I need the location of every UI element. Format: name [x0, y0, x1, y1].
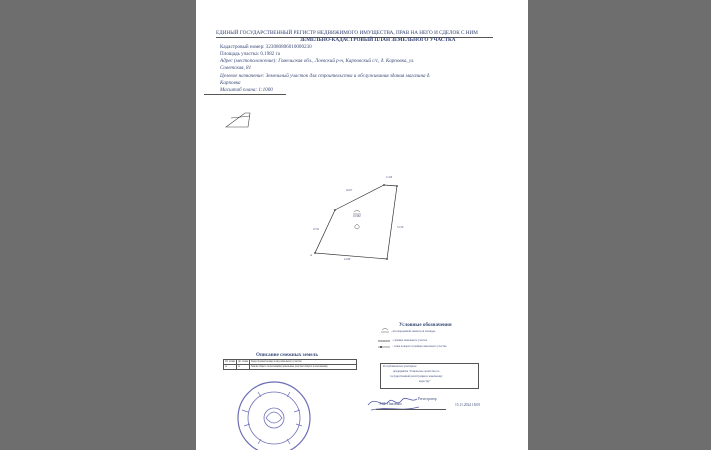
organization-box	[380, 363, 479, 389]
corner-point	[383, 184, 385, 186]
corner-point	[396, 185, 398, 187]
table-row	[224, 365, 357, 370]
address: Адрес (местоположение): Гомельская обл., Лоевский р-н, Карповский с/с, д. Карповка, ул.	[220, 58, 415, 64]
official-stamp	[238, 382, 310, 450]
legend-symbol-area	[382, 329, 388, 331]
cell-description: Земли общего пользования (земельные участки общего пользования)	[250, 365, 357, 370]
legend-item-boundary: - граница земельного участка	[392, 339, 428, 342]
org-line-4: кадастру"	[419, 380, 431, 383]
purpose: Целевое назначение: Земельный участок для строительства и обслуживания здания магазина д.	[220, 73, 431, 79]
adjacent-title: Описание смежных земель	[256, 352, 319, 358]
dimension-left: 27.91	[313, 228, 320, 231]
dimension-top-short: 11.00	[386, 176, 393, 179]
plot-area-label: 0.1982	[353, 215, 361, 218]
corner-point	[334, 209, 336, 211]
org-line-3: государственной регистрации и земельному	[390, 375, 443, 378]
cadastral-number: Кадастровый номер: 323080806010000230	[220, 44, 312, 50]
org-line-1: Республиканское унитарное	[383, 365, 417, 368]
cell-to: А	[237, 365, 250, 370]
header-plan-title: ЗЕМЕЛЬНО-КАДАСТРОВЫЙ ПЛАН ЗЕМЕЛЬНОГО УЧАСТКА	[300, 37, 456, 43]
document-page	[196, 0, 528, 450]
col-to: До точки	[238, 359, 248, 363]
dimension-top: 42.07	[346, 189, 353, 192]
corner-point	[386, 258, 388, 260]
corner-point	[314, 252, 316, 254]
org-line-2: предприятие "Гомельское агентство по	[393, 370, 440, 373]
col-description: Кадастровый номер и вид земельного участка	[250, 360, 357, 365]
legend-title: Условные обозначения	[399, 322, 452, 328]
legend-item-area: - вся переданной земли и её площадь	[391, 330, 436, 333]
plan-scale: Масштаб плана: 1:1000	[220, 87, 273, 93]
address-continued: Советская, 81	[220, 65, 252, 71]
adjacent-table	[223, 359, 357, 370]
header-registry-title: ЕДИНЫЙ ГОСУДАРСТВЕННЫЙ РЕГИСТР НЕДВИЖИМОГО ИМУЩЕСТВА, ПРАВ НА НЕГО И СДЕЛОК С НИМ	[216, 30, 478, 36]
dimension-right: 51.50	[397, 226, 404, 229]
registrar-name: Э.М. Павленко	[379, 402, 402, 406]
corner-label: А	[310, 254, 313, 257]
registrar-role: Регистратор	[418, 397, 437, 401]
signature-date: 15.11.2024 18:05	[455, 403, 481, 407]
dimension-bottom: 41.89	[344, 258, 351, 261]
cell-from: А	[224, 365, 237, 370]
col-from: От точки	[225, 359, 235, 363]
legend-item-point: - точка поворота границы земельного участка	[392, 345, 447, 348]
parcel-boundary	[315, 185, 397, 259]
plot-area: Площадь участка: 0.1982 га	[220, 51, 280, 57]
locator-shape	[226, 113, 250, 127]
purpose-continued: Карповка	[220, 80, 241, 86]
